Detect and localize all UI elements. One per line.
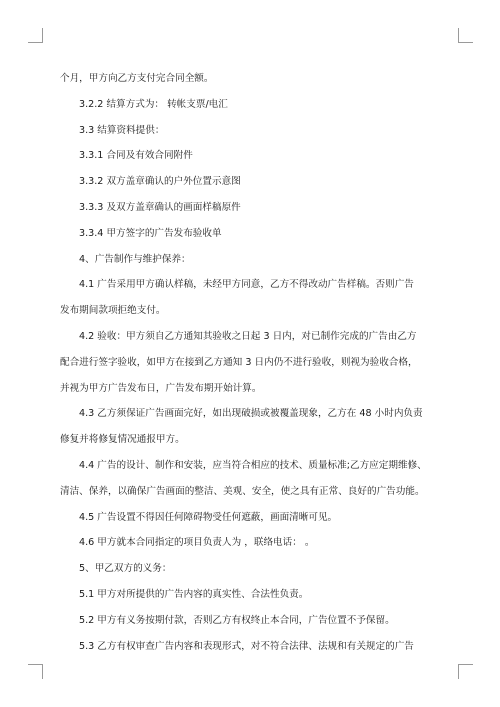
crop-mark-bottom-left [28,664,43,679]
text-line: 5.2 甲方有义务按期付款，否则乙方有权终止本合同，广告位置不予保留。 [79,614,395,626]
text-line: 3.2.2 结算方式为： 转帐支票/电汇 [79,98,228,110]
text-line: 5.3 乙方有权审查广告内容和表现形式，对不符合法律、法规和有关规定的广告 [79,640,414,652]
text-line: 5、甲乙双方的义务： [79,563,172,575]
text-line: 4.2 验收：甲方须自乙方通知其验收之日起 3 日内，对已制作完成的广告由乙方 [79,330,417,342]
crop-mark-top-right [458,28,473,43]
text-line: 4、广告制作与维护保养： [79,253,191,265]
text-line: 3.3.4 甲方签字的广告发布验收单 [79,227,222,239]
text-line: 发布期间款项拒绝支付。 [60,305,166,317]
text-line: 4.3 乙方须保证广告画面完好，如出现破损或被覆盖现象，乙方在 48 小时内负责 [79,408,423,420]
text-line: 4.5 广告设置不得因任何障碍物受任何遮蔽，画面清晰可见。 [79,511,338,523]
text-line: 清洁、保养，以确保广告画面的整洁、美观、安全，使之具有正常、良好的广告功能。 [60,485,425,497]
text-line: 3.3.3 及双方盖章确认的画面样稿原件 [79,201,241,213]
crop-mark-bottom-right [458,664,473,679]
text-line: 3.3.1 合同及有效合同附件 [79,150,193,162]
text-line: 并视为甲方广告发布日，广告发布期开始计算。 [60,382,262,394]
text-line: 3.3.2 双方盖章确认的户外位置示意图 [79,176,241,188]
text-line: 配合进行签字验收，如甲方在接到乙方通知 3 日内仍不进行验收，则视为验收合格， [60,356,418,368]
text-line: 4.1 广告采用甲方确认样稿，未经甲方同意，乙方不得改动广告样稿。否则广告 [79,279,414,291]
text-line: 4.6 甲方就本合同指定的项目负责人为 ，联络电话： 。 [79,537,315,549]
text-line: 修复并将修复情况通报甲方。 [60,434,185,446]
text-line: 3.3 结算资料提供： [79,124,165,136]
document-body [60,66,444,659]
crop-mark-top-left [28,28,43,43]
text-line: 5.1 甲方对所提供的广告内容的真实性、合法性负责。 [79,588,309,600]
text-line: 个月，甲方向乙方支付完合同全额。 [60,73,214,84]
text-line: 4.4 广告的设计、制作和安装，应当符合相应的技术、质量标准;乙方应定期维修、 [79,459,427,471]
